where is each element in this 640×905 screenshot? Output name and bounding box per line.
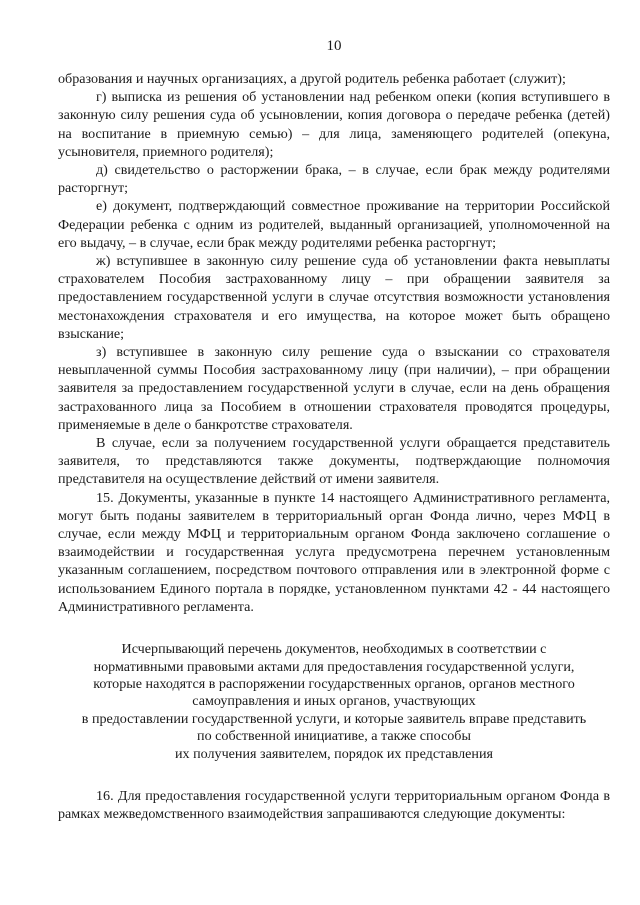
paragraph-item-zh: ж) вступившее в законную силу решение суда об установлении факта невыплаты страхователем Пособия застрахованному лицу – при обращении заявителя за предоставлением государственной услуги в случае отсутствия возможности установления местонахождения страхователя и его имущества, на которое может быть обращено взыскание; (58, 253, 610, 342)
paragraph-15: 15. Документы, указанные в пункте 14 настоящего Административного регламента, могут быть поданы заявителем в территориальный орган Фонда лично, через МФЦ в случае, если между МФЦ и территориальным органом Фонда заключено соглашение о взаимодействии и государственная услуга предусмотрена перечнем установленным указанным соглашением, посредством почтового отправления или в электронной форме с использованием Единого портала в порядке, установленном пунктами 42 - 44 настоящего Административного регламента. (58, 489, 610, 615)
paragraph-item-z: з) вступившее в законную силу решение суда о взыскании со страхователя невыплаченной суммы Пособия застрахованному лицу (при наличии), – при обращении заявителя за предоставлением государственной услуги в случае, если на день обращения застрахованного лица за Пособием в отношении страхователя проводятся процедуры, применяемые в деле о банкротстве страхователя. (58, 344, 610, 433)
paragraph-16: 16. Для предоставления государственной услуги территориальным органом Фонда в рамках межведомственного взаимодействия запрашиваются следующие документы: (58, 787, 610, 823)
heading-line: нормативными правовыми актами для предоставления государственной услуги, (93, 658, 575, 675)
paragraph-item-d: д) свидетельство о расторжении брака, – в случае, если брак между родителями расторгнут; (58, 162, 610, 197)
paragraph-item-e: е) документ, подтверждающий совместное проживание на территории Российской Федерации ребенка с одним из родителей, выданный организацией, уполномоченной на его выдачу, – в случае, если брак между родителями ребенка расторгнут; (58, 198, 610, 251)
heading-line: их получения заявителем, порядок их представления (174, 745, 494, 762)
section-heading (58, 641, 610, 763)
document-page (58, 0, 610, 905)
heading-line: по собственной инициативе, а также способы (197, 728, 471, 745)
heading-line: самоуправления и иных органов, участвующих (192, 693, 476, 710)
document-body (58, 70, 610, 823)
page-number: 10 (326, 38, 342, 54)
heading-line: в предоставлении государственной услуги, и которые заявитель вправе представить (81, 710, 587, 727)
paragraph-item-g: г) выписка из решения об установлении над ребенком опеки (копия вступившего в законную силу решения суда об усыновлении, копия договора о передаче ребенка (детей) на воспитание в приемную семью) – для лица, заменяющего родителей (опекуна, усыновителя, приемного родителя); (58, 89, 610, 160)
paragraph-continuation: образования и научных организациях, а другой родитель ребенка работает (служит); (58, 71, 566, 87)
heading-line: Исчерпывающий перечень документов, необходимых в соответствии с (121, 641, 547, 658)
paragraph-representative: В случае, если за получением государственной услуги обращается представитель заявителя, то представляются также документы, подтверждающие полномочия представителя на осуществление действий от имени заявителя. (58, 435, 610, 488)
heading-line: которые находятся в распоряжении государственных органов, органов местного (93, 675, 575, 692)
